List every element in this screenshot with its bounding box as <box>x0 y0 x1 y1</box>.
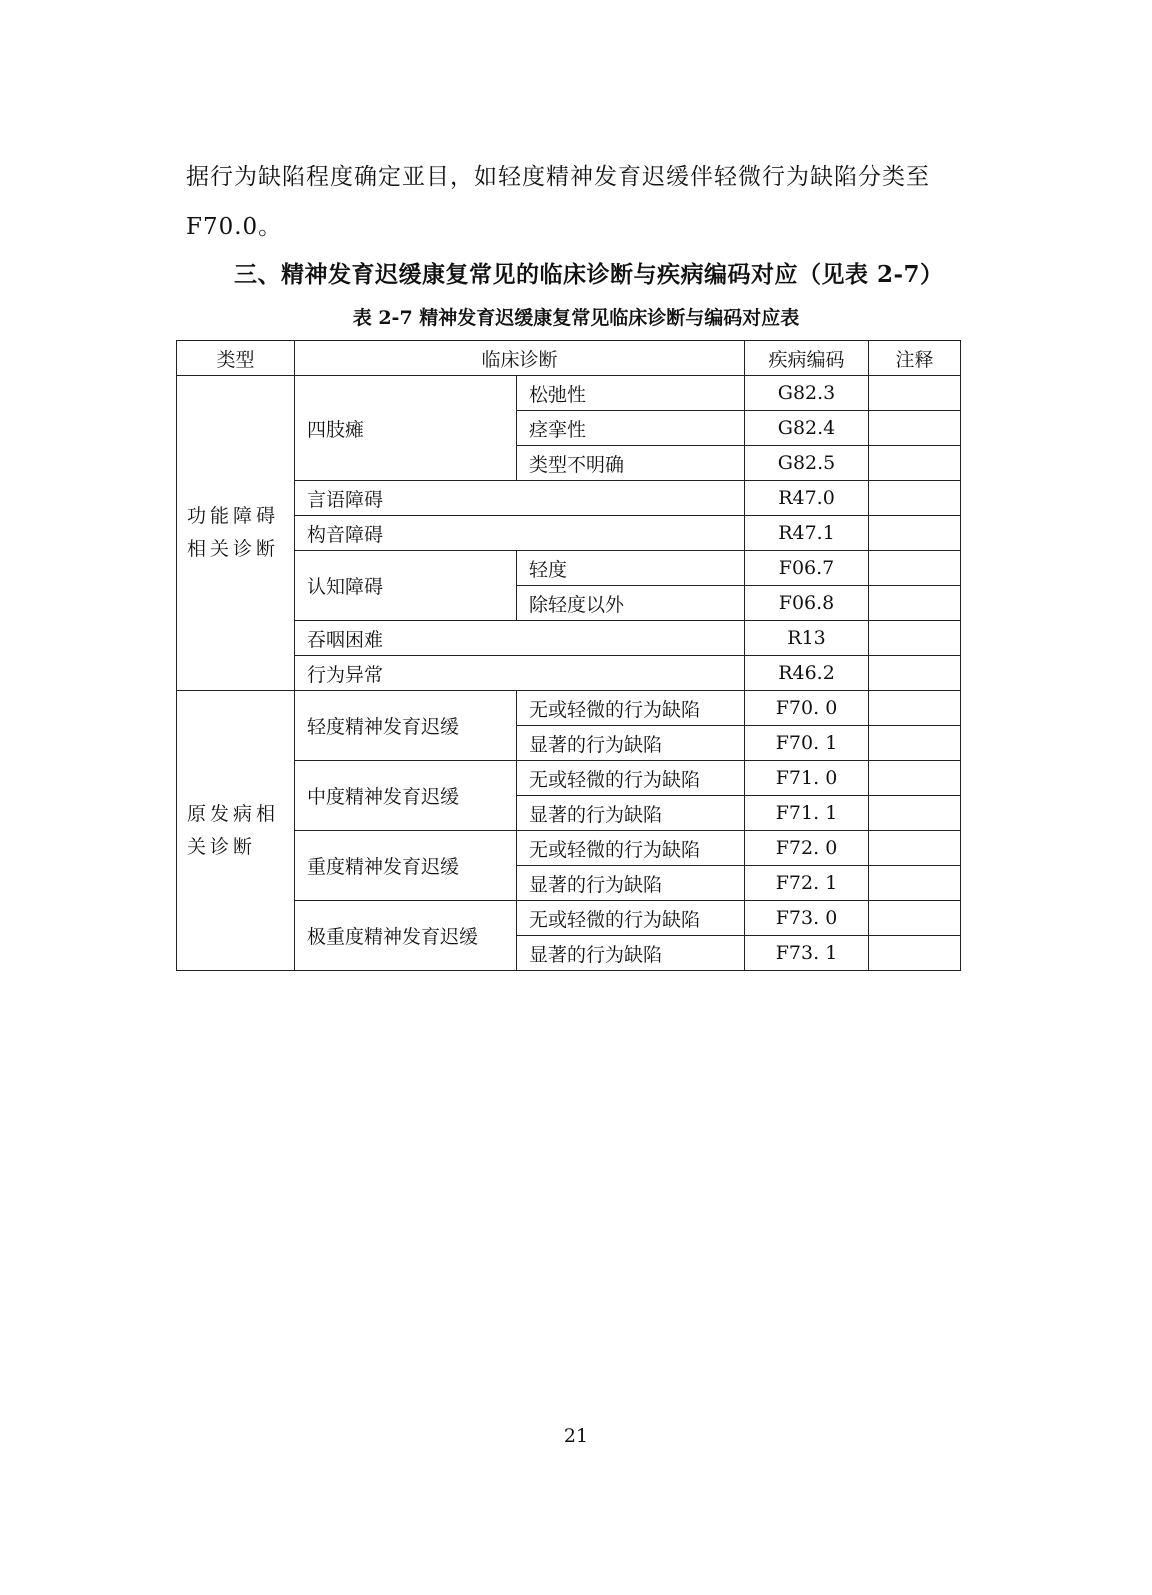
header-code: 疾病编码 <box>745 341 869 376</box>
sub-diagnosis-cell: 除轻度以外 <box>517 586 745 621</box>
diagnosis-cell: 言语障碍 <box>295 481 745 516</box>
diagnosis-cell: 行为异常 <box>295 656 745 691</box>
type-cell-primary: 原发病相关诊断 <box>177 691 295 971</box>
note-cell <box>869 446 961 481</box>
code-cell: R47.1 <box>745 516 869 551</box>
header-note: 注释 <box>869 341 961 376</box>
code-cell: G82.5 <box>745 446 869 481</box>
sub-diagnosis-cell: 显著的行为缺陷 <box>517 726 745 761</box>
code-cell: F71. 1 <box>745 796 869 831</box>
table-caption: 表 2-7 精神发育迟缓康复常见临床诊断与编码对应表 <box>352 307 800 329</box>
code-cell: F73. 0 <box>745 901 869 936</box>
diagnosis-cell: 中度精神发育迟缓 <box>295 761 517 831</box>
code-cell: F70. 0 <box>745 691 869 726</box>
table-header-row <box>177 341 961 376</box>
note-cell <box>869 481 961 516</box>
diagnosis-cell: 轻度精神发育迟缓 <box>295 691 517 761</box>
note-cell <box>869 376 961 411</box>
code-cell: R47.0 <box>745 481 869 516</box>
sub-diagnosis-cell: 无或轻微的行为缺陷 <box>517 901 745 936</box>
sub-diagnosis-cell: 松弛性 <box>517 376 745 411</box>
header-diagnosis: 临床诊断 <box>295 341 745 376</box>
diagnosis-code-table <box>176 340 961 971</box>
code-cell: G82.3 <box>745 376 869 411</box>
table-row <box>177 761 961 796</box>
note-cell <box>869 586 961 621</box>
table-row <box>177 656 961 691</box>
note-cell <box>869 656 961 691</box>
body-paragraph-line-1: 据行为缺陷程度确定亚目，如轻度精神发育迟缓伴轻微行为缺陷分类至 <box>186 164 930 190</box>
note-cell <box>869 831 961 866</box>
code-cell: F70. 1 <box>745 726 869 761</box>
note-cell <box>869 761 961 796</box>
header-type: 类型 <box>177 341 295 376</box>
sub-diagnosis-cell: 痉挛性 <box>517 411 745 446</box>
code-cell: F72. 1 <box>745 866 869 901</box>
table-row <box>177 376 961 411</box>
diagnosis-cell: 构音障碍 <box>295 516 745 551</box>
note-cell <box>869 726 961 761</box>
table-row <box>177 831 961 866</box>
code-cell: F72. 0 <box>745 831 869 866</box>
sub-diagnosis-cell: 无或轻微的行为缺陷 <box>517 831 745 866</box>
note-cell <box>869 901 961 936</box>
sub-diagnosis-cell: 类型不明确 <box>517 446 745 481</box>
section-heading: 三、精神发育迟缓康复常见的临床诊断与疾病编码对应（见表 2-7） <box>234 261 944 288</box>
code-cell: R13 <box>745 621 869 656</box>
code-cell: F06.8 <box>745 586 869 621</box>
table-row <box>177 551 961 586</box>
diagnosis-cell: 重度精神发育迟缓 <box>295 831 517 901</box>
note-cell <box>869 866 961 901</box>
sub-diagnosis-cell: 显著的行为缺陷 <box>517 796 745 831</box>
sub-diagnosis-cell: 显著的行为缺陷 <box>517 866 745 901</box>
note-cell <box>869 691 961 726</box>
page-number: 21 <box>563 1425 589 1447</box>
sub-diagnosis-cell: 无或轻微的行为缺陷 <box>517 761 745 796</box>
table-row <box>177 481 961 516</box>
code-cell: G82.4 <box>745 411 869 446</box>
note-cell <box>869 796 961 831</box>
type-cell-functional: 功能障碍相关诊断 <box>177 376 295 691</box>
table-row <box>177 621 961 656</box>
sub-diagnosis-cell: 轻度 <box>517 551 745 586</box>
code-cell: F71. 0 <box>745 761 869 796</box>
code-cell: F73. 1 <box>745 936 869 971</box>
sub-diagnosis-cell: 无或轻微的行为缺陷 <box>517 691 745 726</box>
note-cell <box>869 411 961 446</box>
note-cell <box>869 621 961 656</box>
note-cell <box>869 936 961 971</box>
body-paragraph-line-2: F70.0。 <box>186 214 283 240</box>
diagnosis-cell: 认知障碍 <box>295 551 517 621</box>
diagnosis-cell: 四肢瘫 <box>295 376 517 481</box>
code-cell: F06.7 <box>745 551 869 586</box>
table-row <box>177 516 961 551</box>
table-row <box>177 901 961 936</box>
note-cell <box>869 516 961 551</box>
table-row <box>177 691 961 726</box>
diagnosis-cell: 吞咽困难 <box>295 621 745 656</box>
sub-diagnosis-cell: 显著的行为缺陷 <box>517 936 745 971</box>
note-cell <box>869 551 961 586</box>
diagnosis-cell: 极重度精神发育迟缓 <box>295 901 517 971</box>
code-cell: R46.2 <box>745 656 869 691</box>
